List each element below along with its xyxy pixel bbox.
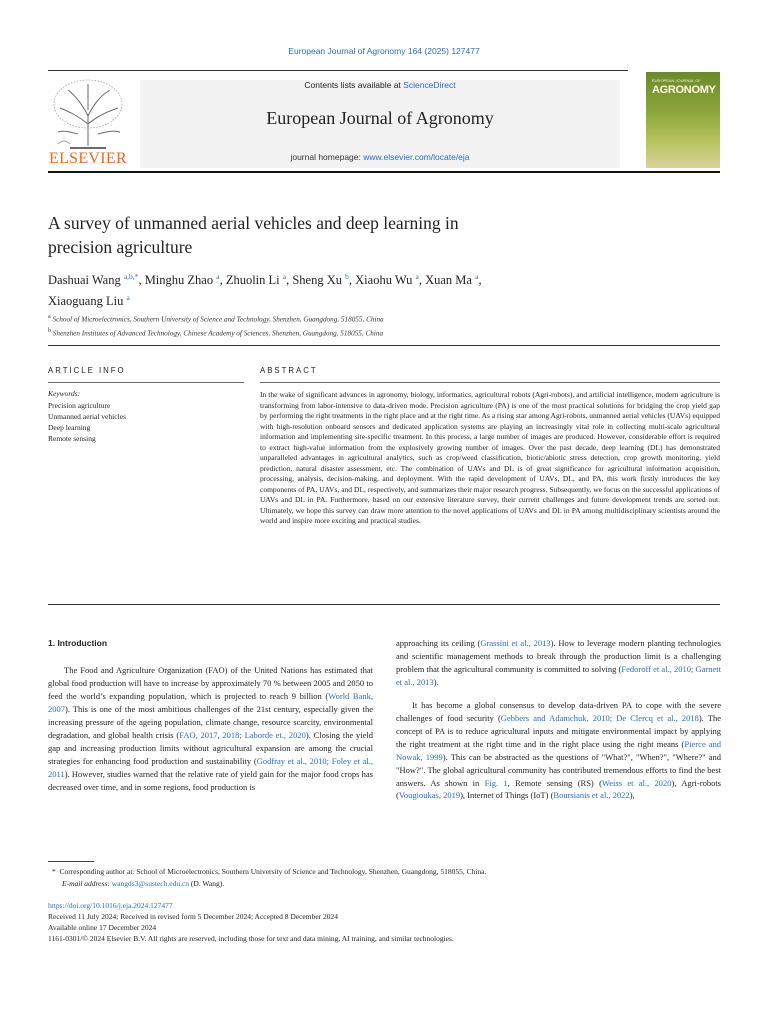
body-text-run: ). This is one of the most ambitious challenges of the 21st century, especially given the increasing pressure of the ageing population, climate change, resource scarcity, environmental degradation, and global health crisis ( [48,703,373,740]
author-affiliation-mark[interactable]: b [345,272,349,281]
doi-link[interactable]: https://doi.org/10.1016/j.eja.2024.127477 [48,901,173,910]
body-text-run: approaching its ceiling ( [396,638,481,648]
footnote-rule [48,861,94,862]
body-paragraph [396,637,721,689]
abstract-heading: ABSTRACT [260,366,318,375]
citation-link[interactable]: Boursianis et al., 2022 [553,790,630,801]
body-paragraph [48,664,373,794]
cover-subtitle: EUROPEAN JOURNAL OF [652,78,701,83]
author-affiliation-mark[interactable]: a [282,272,287,281]
citation-link[interactable]: Vougioukas, 2019 [398,790,461,801]
cover-title: AGRONOMY [652,84,716,96]
affiliation-text: School of Microelectronics, Southern University of Science and Technology, Shenzhen, Guangdong, 518055, China [52,315,384,324]
keyword-list [48,400,126,444]
body-text-run: ), [629,790,635,801]
citation-link[interactable]: Pierce and Nowak, 1999 [396,738,721,762]
journal-cover-thumbnail[interactable] [646,72,720,168]
author-name[interactable]: Minghu Zhao [144,273,214,288]
body-text-run: ). The concept of PA is to reduce agricultural inputs and mitigate environmental impact by applying the right treatment at the right time and in the right place using the right means ( [396,712,721,749]
corresponding-author-text: Corresponding author at: School of Microelectronics, Southern University of Science and Technology, Shenzhen, Guangdong, 518055, China. [59,867,487,876]
body-text-run: It has become a global consensus to develop data-driven PA to cope with the severe challenges of food security ( [396,699,721,723]
affiliation-mark: a [48,314,51,320]
available-online: Available online 17 December 2024 [48,923,157,932]
header-rule [48,70,628,71]
journal-homepage [140,152,620,162]
author-name[interactable]: Xiaohu Wu [355,273,413,288]
body-text-run: ), Agri-robots ( [396,777,721,801]
author-line [48,289,688,310]
section-heading-introduction: 1. Introduction [48,638,108,648]
corresponding-author-note [52,866,732,878]
article-info-rule [48,382,244,383]
body-paragraph [396,699,721,803]
citation-link[interactable]: Fig. 1 [484,777,508,788]
author-name[interactable]: Xiaoguang Liu [48,294,124,309]
contents-line [140,80,620,90]
paper-title-line: A survey of unmanned aerial vehicles and deep learning in [48,213,459,233]
keyword-item: Unmanned aerial vehicles [48,412,126,421]
header-thick-rule [48,171,720,173]
body-text-run: ). However, studies warned that the relative rate of yield gain for the major food crops has decreased over time, and in some regions, food production is [48,768,373,792]
journal-name: European Journal of Agronomy [266,108,494,128]
affiliation-item [48,312,728,326]
author-affiliation-mark[interactable]: a [216,272,220,281]
contents-prefix: Contents lists available at [304,80,404,90]
author-affiliation-mark[interactable]: a [415,272,419,281]
keyword-item: Precision agriculture [48,401,111,410]
received-dates: Received 11 July 2024; Received in revised form 5 December 2024; Accepted 8 December 2024 [48,912,339,921]
section-rule [48,604,720,605]
body-text-run: , Remote sensing (RS) ( [507,777,602,788]
body-text-run: ). How to leverage modern planting technologies and scientific management methods to break through the production limit is a challenging problem that the agricultural community is committed to solving ( [396,638,721,674]
author-name[interactable]: Xuan Ma [425,273,472,288]
footnote-mark: * [52,867,56,876]
author-affiliation-mark[interactable]: a,b,* [123,272,139,281]
citation-link[interactable]: Grassini et al., 2013 [480,638,551,648]
author-list [48,268,688,310]
author-line: Dashuai Wang $^{a,b,*}$, Minghu Zhao $^a$, Zhuolin Li $^a$, Sheng Xu $^b$, Xiaohu Wu $^a$, Xuan Ma $^a$, [48,272,482,288]
email-suffix: (D. Wang). [189,879,225,888]
body-text-run: ), Internet of Things (IoT) ( [460,790,554,801]
author-name[interactable]: Zhuolin Li [225,273,280,288]
keyword-item: Remote sensing [48,434,96,443]
homepage-link[interactable]: www.elsevier.com/locate/eja [363,152,470,162]
sciencedirect-link[interactable]: ScienceDirect [403,80,456,90]
affiliation-mark: b [48,327,51,334]
homepage-prefix: journal homepage: [290,152,364,162]
keywords-label: Keywords: [48,389,81,398]
footnotes [52,866,732,890]
author-name[interactable]: Sheng Xu [292,273,343,288]
author-affiliation-mark[interactable]: a [475,272,479,281]
paper-title-line: precision agriculture [48,237,193,257]
affiliation-item [48,326,728,340]
paper-title [48,211,568,259]
abstract-text: In the wake of significant advances in agronomy, biology, informatics, agricultural robots (Agri-robots), and artificial intelligence, modern agriculture is transforming from labor-intensive to data-driven mode. Precision agriculture (PA) is one of the most practical solutions for bridging the crop yield gap by performing the right treatments in the right place and at the right time. As a rising star among Agri-robots, unmanned aerial vehicles (UAVs) equipped with high-resolution onboard sensors and dedicated application systems are playing an increasingly vital role in collecting multi-scale agricultural information and implementing site-specific treatment. In this process, a large number of images are produced. However, considerable effort is required to extract high-value information from the explosively growing number of images. Over the past decade, deep learning (DL) has demonstrated unparalleled advantages in agricultural analytics, such as crop/weed classification, biotic/abiotic stress detection, crop growth monitoring, yield prediction, natural disaster assessment, etc. The combination of UAVs and DL is of great significance for agricultural information acquisition, processing, analysis, decision-making, and deployment. With the rapid development of UAVs, DL, and PA, this work firstly introduces the key components of PA, UAVs, and DL, respectively, and summarizes their major research progress. Subsequently, we focus on the successful applications of UAVs and DL in PA. Furthermore, based on our extensive literature survey, their current challenges and future development trends are sorted out. Ultimately, we hope this survey can draw more attention to the novel applications of UAVs and DL in PA among multidisciplinary scientists around the world and inspire more exciting and practical studies. [260,390,720,525]
body-column-left [48,664,373,794]
email-label: E-mail address: [62,879,112,888]
copyright-line: 1161-0301/© 2024 Elsevier B.V. All rights are reserved, including those for text and data mining, AI training, and similar technologies. [48,934,454,943]
citation-link[interactable]: Godfray et al., 2010; Foley et al., 2011 [48,755,373,779]
body-column-right [396,637,721,802]
publication-info [48,900,728,944]
section-rule [48,345,720,346]
citation-link[interactable]: World Bank, 2007 [48,690,373,714]
citation-link[interactable]: Weiss et al., 2020 [601,777,672,788]
article-info-heading: ARTICLE INFO [48,366,126,375]
affiliation-text: Shenzhen Institutes of Advanced Technology, Chinese Academy of Sciences, Shenzhen, Guangdong, 518055, China [52,329,384,338]
body-text-run: ). This can be abstracted as the questions of "What?", "When?", "Where?" and "How?". The global agricultural community has contributed tremendous efforts to find the best answers. As shown in [396,751,721,788]
email-link[interactable]: wangds3@sustech.edu.cn [111,879,190,888]
affiliations [48,312,728,340]
journal-citation-link[interactable]: European Journal of Agronomy 164 (2025) 127477 [288,46,480,56]
email-note [52,878,732,890]
abstract-rule [260,382,720,383]
author-affiliation-mark[interactable]: a [126,293,130,303]
citation-link[interactable]: Gebbers and Adamchuk, 2010; De Clercq et al., 2018 [500,712,699,723]
body-text-run: The Food and Agriculture Organization (FAO) of the United Nations has estimated that global food production will have to increase by approximately 70 % between 2005 and 2050 to feed the world’s expanding population, which is projected to reach 9 billion ( [48,665,373,701]
body-text-run: ). [433,676,439,687]
keyword-item: Deep learning [48,423,91,432]
elsevier-wordmark: ELSEVIER [49,150,127,167]
citation-link[interactable]: Fedoroff et al., 2010; Garnett et al., 2013 [396,663,721,687]
author-name[interactable]: Dashuai Wang [48,273,121,288]
citation-link[interactable]: FAO, 2017, 2018; Laborde et., 2020 [179,729,306,740]
body-text-run: ). Closing the yield gap and increasing production limits without agricultural expansion are among the crucial strategies for enhancing food production and sustainability ( [48,729,374,766]
